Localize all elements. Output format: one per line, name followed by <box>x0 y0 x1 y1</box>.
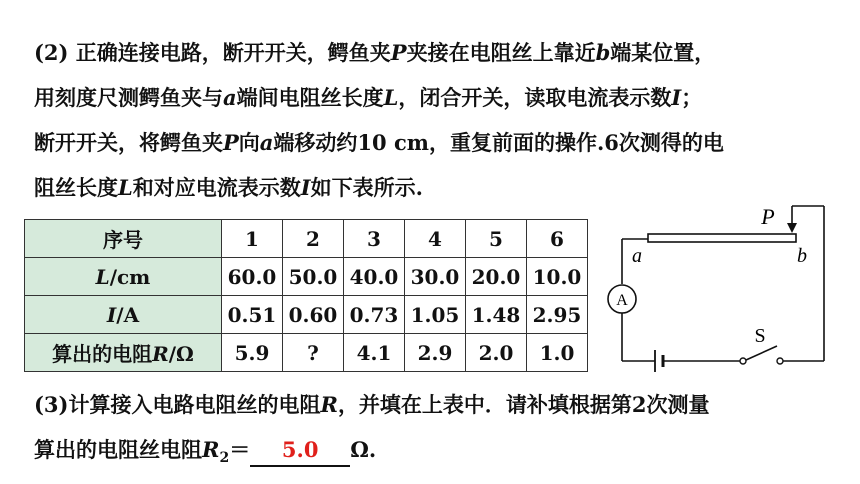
table-row-resistance <box>25 334 588 372</box>
table-cell: 3 <box>344 220 405 258</box>
var-P: P <box>390 40 407 65</box>
table-cell: 2.95 <box>527 296 588 334</box>
equals-sign: ＝ <box>229 437 251 462</box>
var-L: L <box>95 264 110 289</box>
switch-label: S <box>754 325 766 347</box>
table-cell: 2.9 <box>405 334 466 372</box>
table-cell: 1.0 <box>527 334 588 372</box>
table-cell: 0.73 <box>344 296 405 334</box>
table-cell: 5 <box>466 220 527 258</box>
table-cell: 2 <box>283 220 344 258</box>
intro-line-1 <box>34 30 834 75</box>
var-I: I <box>300 175 311 200</box>
table-cell: 1 <box>222 220 283 258</box>
text-segment: (2) 正确连接电路，断开开关，鳄鱼夹 <box>34 40 391 65</box>
end-label-a: a <box>632 245 642 267</box>
table-cell: 1.05 <box>405 296 466 334</box>
switch-contact <box>777 358 783 364</box>
table-cell: 20.0 <box>466 258 527 296</box>
row-label-index: 序号 <box>25 220 222 258</box>
text-segment: 如下表所示. <box>310 175 423 200</box>
circuit-diagram <box>600 196 832 372</box>
table-cell: 2.0 <box>466 334 527 372</box>
table-row-index <box>25 220 588 258</box>
var-I: I <box>671 85 682 110</box>
text-segment: 夹接在电阻丝上靠近 <box>406 40 596 65</box>
question-2-paragraph <box>34 30 834 210</box>
subscript: 2 <box>219 450 230 467</box>
row-label-current <box>25 296 222 334</box>
var-P: P <box>223 130 239 155</box>
answer-blank: 5.0 <box>250 435 350 467</box>
table-row-length <box>25 258 588 296</box>
table-cell: 0.60 <box>283 296 344 334</box>
table-cell: 10.0 <box>527 258 588 296</box>
table-cell: 0.51 <box>222 296 283 334</box>
table-cell: 4.1 <box>344 334 405 372</box>
text-segment: ，并填在上表中．请补填根据第2次测量 <box>337 392 710 417</box>
text-segment: 阻丝长度 <box>34 175 118 200</box>
text-segment: 端移动约10 cm，重复前面的操作.6次测得的电 <box>273 130 724 155</box>
table-row-current <box>25 296 588 334</box>
var-R: R <box>202 437 220 462</box>
text-segment: 向 <box>238 130 260 155</box>
var-a: a <box>223 85 237 110</box>
question-3-paragraph <box>34 382 834 481</box>
text-segment: ，闭合开关，读取电流表示数 <box>398 85 672 110</box>
text-segment: (3)计算接入电路电阻丝的电阻 <box>34 392 321 417</box>
var-I: I <box>106 302 117 327</box>
text-segment: 和对应电流表示数 <box>132 175 301 200</box>
text-segment: ； <box>681 85 703 110</box>
unit-label: /A <box>116 302 140 327</box>
row-label-length <box>25 258 222 296</box>
table-cell: 4 <box>405 220 466 258</box>
switch-contact <box>740 358 746 364</box>
table-cell: ? <box>283 334 344 372</box>
var-L: L <box>383 85 399 110</box>
table-cell: 5.9 <box>222 334 283 372</box>
unit-label: /cm <box>109 264 151 289</box>
var-R: R <box>320 392 338 417</box>
table-cell: 60.0 <box>222 258 283 296</box>
text-segment: 用刻度尺测鳄鱼夹与 <box>34 85 223 110</box>
text-segment: 算出的电阻丝电阻 <box>34 437 202 462</box>
var-a: a <box>259 130 274 155</box>
table-cell: 30.0 <box>405 258 466 296</box>
text-segment: 断开开关，将鳄鱼夹 <box>34 130 223 155</box>
intro-line-3 <box>34 120 834 165</box>
table-cell: 6 <box>527 220 588 258</box>
table-cell: 1.48 <box>466 296 527 334</box>
clip-arrow-icon <box>787 223 797 233</box>
text-segment: 端某位置， <box>610 40 716 65</box>
measurement-table <box>24 219 588 372</box>
unit-label: Ω. <box>350 437 377 462</box>
end-label-b: b <box>797 245 807 267</box>
var-b: b <box>595 40 611 65</box>
table-cell: 50.0 <box>283 258 344 296</box>
resistance-wire <box>648 234 796 242</box>
row-label-resistance <box>25 334 222 372</box>
text-segment: 算出的电阻 <box>52 342 153 366</box>
text-segment: 端间电阻丝长度 <box>236 85 384 110</box>
var-R: R <box>152 342 169 366</box>
switch-lever-icon <box>746 346 777 360</box>
q3-line-1 <box>34 382 834 427</box>
ammeter-label: A <box>616 292 628 309</box>
clip-label-P: P <box>761 204 775 229</box>
var-L: L <box>118 175 133 200</box>
intro-line-2 <box>34 75 834 120</box>
table-cell: 40.0 <box>344 258 405 296</box>
q3-line-2 <box>34 427 834 481</box>
unit-label: /Ω <box>168 342 194 366</box>
